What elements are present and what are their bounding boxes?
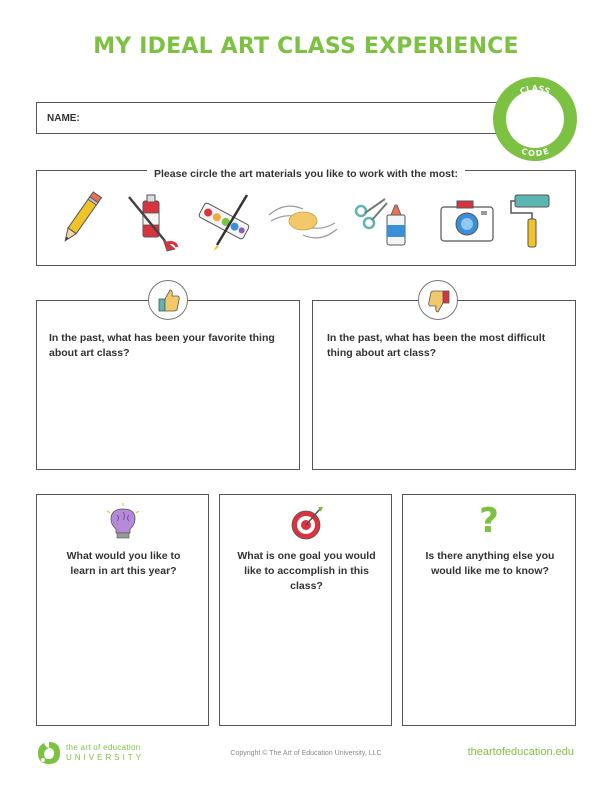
materials-prompt: Please circle the art materials you like to work with the most: bbox=[147, 168, 465, 180]
question-mark-icon: ? bbox=[479, 501, 499, 541]
watercolor-palette-icon[interactable] bbox=[191, 189, 257, 253]
favorite-question: In the past, what has been your favorite thing about art class? bbox=[49, 332, 275, 359]
difficult-question-box[interactable] bbox=[312, 300, 576, 470]
paint-tube-brush-icon[interactable] bbox=[123, 189, 183, 253]
copyright: Copyright © The Art of Education University, LLC bbox=[230, 750, 382, 757]
class-code-badge bbox=[492, 76, 578, 162]
target-icon bbox=[288, 505, 324, 541]
badge-bottom-text: CODE bbox=[520, 146, 550, 159]
thumbs-up-icon bbox=[149, 281, 189, 321]
materials-section bbox=[36, 170, 576, 266]
goal-question-box[interactable] bbox=[219, 494, 392, 726]
badge-top-text: CLASS bbox=[518, 83, 552, 97]
learn-question-box[interactable] bbox=[36, 494, 209, 726]
pencil-icon[interactable] bbox=[51, 189, 107, 253]
camera-icon[interactable] bbox=[437, 189, 497, 253]
paint-roller-icon[interactable] bbox=[509, 189, 555, 253]
website-link[interactable]: theartofeducation.edu bbox=[467, 746, 574, 758]
name-label: NAME: bbox=[47, 113, 80, 124]
else-question: Is there anything else you would like me to know? bbox=[425, 550, 555, 577]
thumbs-down-icon bbox=[419, 281, 459, 321]
difficult-question: In the past, what has been the most difficult thing about art class? bbox=[327, 332, 546, 359]
page-title: MY IDEAL ART CLASS EXPERIENCE bbox=[93, 34, 519, 59]
clay-hands-icon[interactable] bbox=[263, 189, 343, 253]
thumbs-down-tab bbox=[418, 280, 458, 320]
favorite-question-box[interactable] bbox=[36, 300, 300, 470]
logo-text-line2: UNIVERSITY bbox=[66, 753, 145, 762]
logo-text-line1: the art of education bbox=[66, 743, 141, 752]
thumbs-up-tab bbox=[148, 280, 188, 320]
learn-question: What would you like to learn in art this year? bbox=[66, 550, 181, 577]
scissors-glue-icon[interactable] bbox=[351, 189, 417, 253]
goal-question: What is one goal you would like to accomplish in this class? bbox=[237, 550, 376, 592]
brain-lightbulb-icon bbox=[105, 503, 141, 543]
else-question-box[interactable] bbox=[402, 494, 576, 726]
name-field[interactable] bbox=[36, 102, 536, 134]
